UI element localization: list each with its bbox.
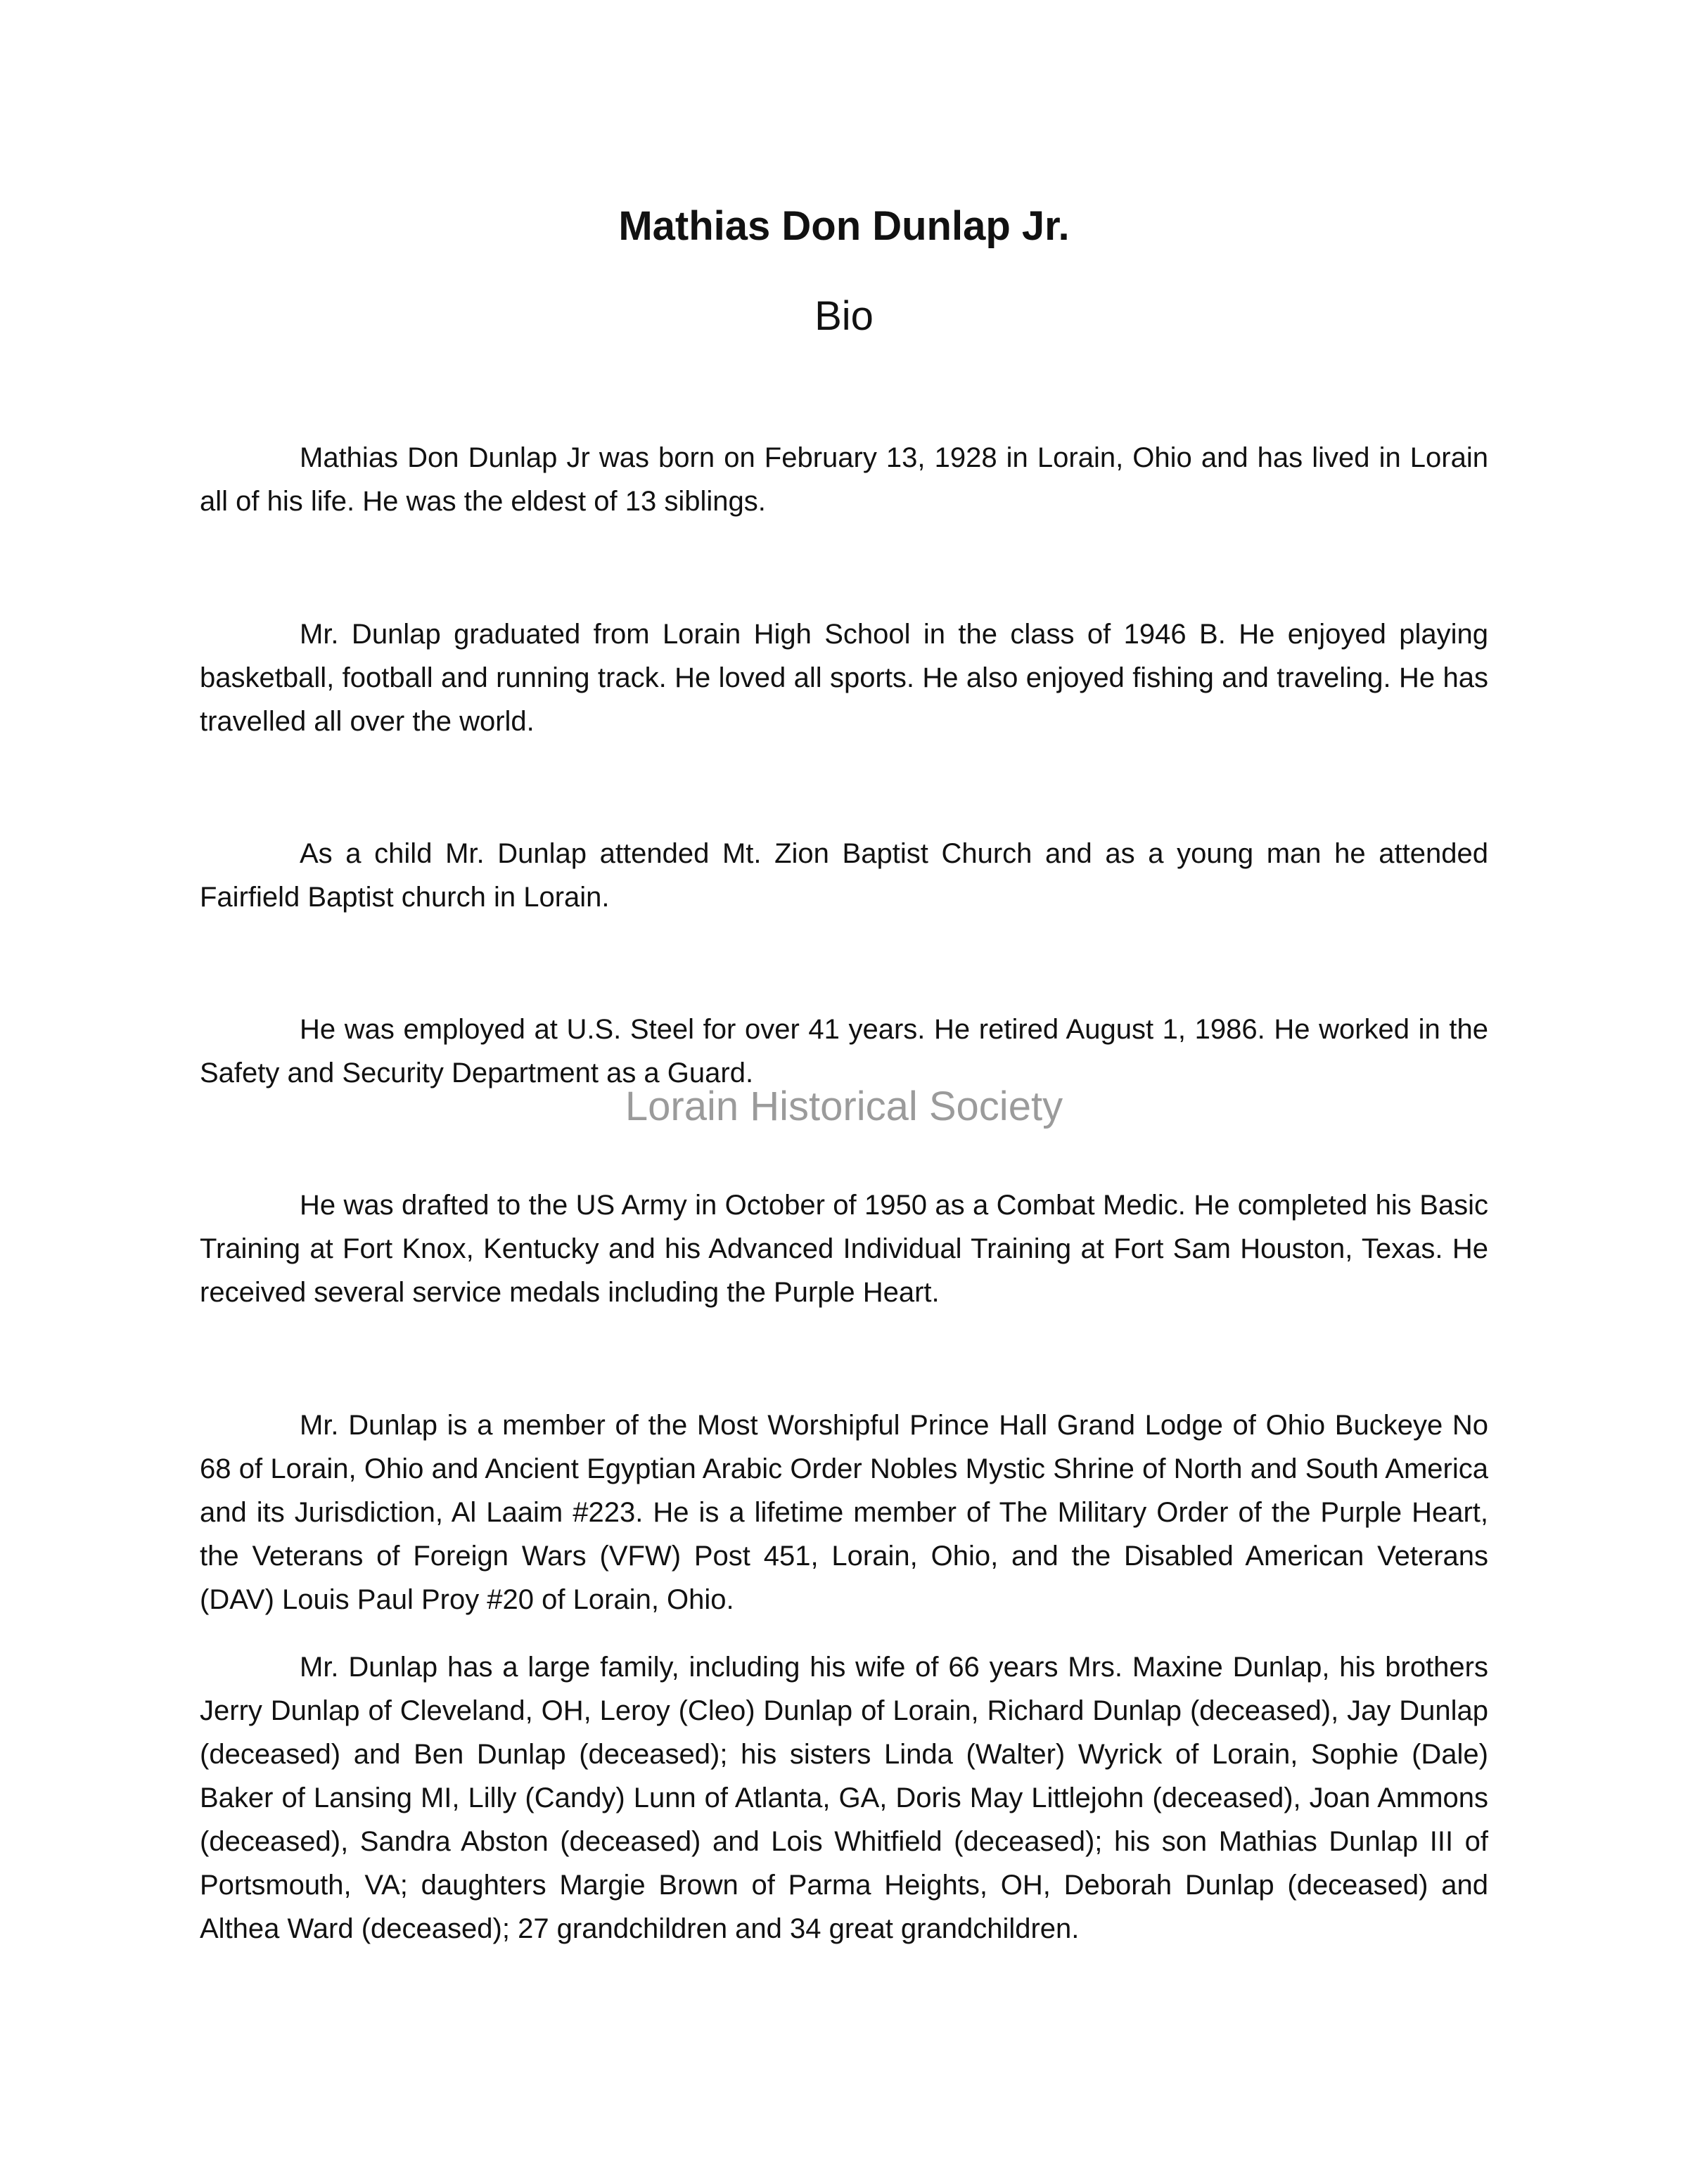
bio-paragraph-education: Mr. Dunlap graduated from Lorain High School in the class of 1946 B. He enjoyed playing basketball, football and running track. He loved all sports. He also enjoyed fishing and traveling. He has travelled all over the world. [200,619,1488,737]
page-subtitle: Bio [814,293,874,339]
bio-paragraph-church: As a child Mr. Dunlap attended Mt. Zion Baptist Church and as a young man he attended Fairfield Baptist church in Lorain. [200,838,1488,913]
bio-paragraph-birth: Mathias Don Dunlap Jr was born on February 13, 1928 in Lorain, Ohio and has lived in Lorain all of his life. He was the eldest of 13 siblings. [200,442,1488,517]
bio-paragraph-family: Mr. Dunlap has a large family, including his wife of 66 years Mrs. Maxine Dunlap, his brothers Jerry Dunlap of Cleveland, OH, Leroy (Cleo) Dunlap of Lorain, Richard Dunlap (deceased), Jay Dunlap (deceased) and Ben Dunlap (deceased); his sisters Linda (Walter) Wyrick of Lorain, Sophie (Dale) Baker of Lansing MI, Lilly (Candy) Lunn of Atlanta, GA, Doris May Littlejohn (deceased), Joan Ammons (deceased), Sandra Abston (deceased) and Lois Whitfield (deceased); his son Mathias Dunlap III of Portsmouth, VA; daughters Margie Brown of Parma Heights, OH, Deborah Dunlap (deceased) and Althea Ward (deceased); 27 grandchildren and 34 great grandchildren. [200,1652,1488,1944]
page-title: Mathias Don Dunlap Jr. [618,203,1070,249]
bio-paragraph-employment: He was employed at U.S. Steel for over 41 years. He retired August 1, 1986. He worked in the Safety and Security Department as a Guard. [200,1014,1488,1088]
bio-paragraph-memberships: Mr. Dunlap is a member of the Most Worshipful Prince Hall Grand Lodge of Ohio Buckeye No 68 of Lorain, Ohio and Ancient Egyptian Arabic Order Nobles Mystic Shrine of North and South America and its Jurisdiction, Al Laaim #223. He is a lifetime member of The Military Order of the Purple Heart, the Veterans of Foreign Wars (VFW) Post 451, Lorain, Ohio, and the Disabled American Veterans (DAV) Louis Paul Proy #20 of Lorain, Ohio. [200,1410,1488,1615]
bio-paragraph-military: He was drafted to the US Army in October of 1950 as a Combat Medic. He completed his Basic Training at Fort Knox, Kentucky and his Advanced Individual Training at Fort Sam Houston, Texas. He received several service medals including the Purple Heart. [200,1190,1488,1308]
watermark: Lorain Historical Society [625,1084,1063,1129]
